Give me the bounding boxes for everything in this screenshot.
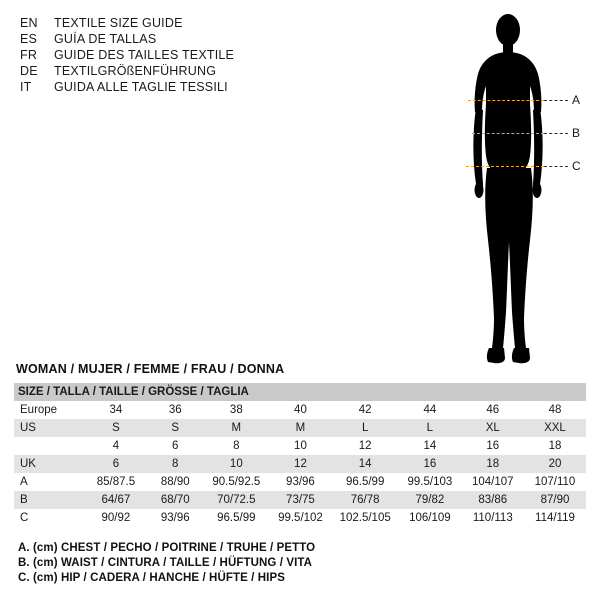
table-cell: XL [462, 419, 524, 437]
measure-label-c: C [572, 159, 581, 173]
table-row [14, 491, 586, 509]
table-cell: 38 [204, 401, 269, 419]
table-cell: 16 [398, 455, 462, 473]
table-cell: 68/70 [146, 491, 204, 509]
table-cell: 96.5/99 [204, 509, 269, 527]
table-cell: 12 [332, 437, 398, 455]
female-silhouette-icon [430, 8, 600, 368]
language-code: ES [20, 32, 38, 46]
table-row [14, 455, 586, 473]
table-cell: 93/96 [269, 473, 333, 491]
language-row-es [20, 32, 320, 46]
section-title: WOMAN / MUJER / FEMME / FRAU / DONNA [16, 362, 285, 376]
table-header-row [14, 383, 586, 401]
row-label: Europe [14, 401, 85, 419]
table-cell: 6 [85, 455, 146, 473]
table-cell: 10 [204, 455, 269, 473]
table-cell: 4 [85, 437, 146, 455]
table-cell: 16 [462, 437, 524, 455]
table-row [14, 509, 586, 527]
table-cell: 104/107 [462, 473, 524, 491]
row-label: B [14, 491, 85, 509]
table-row [14, 419, 586, 437]
table-cell: 87/90 [524, 491, 586, 509]
measure-line-c [466, 166, 544, 167]
table-cell: S [85, 419, 146, 437]
measure-leader-a [544, 100, 568, 101]
table-cell: 90/92 [85, 509, 146, 527]
language-text: GUIDA ALLE TAGLIE TESSILI [54, 80, 228, 94]
language-text: GUÍA DE TALLAS [54, 32, 157, 46]
body-figure [430, 8, 600, 368]
table-cell: 8 [204, 437, 269, 455]
table-header-label: SIZE / TALLA / TAILLE / GRÖSSE / TAGLIA [14, 383, 586, 401]
table-cell: 83/86 [462, 491, 524, 509]
row-label [14, 437, 85, 455]
note-chest: A. (cm) CHEST / PECHO / POITRINE / TRUHE / PETTO [18, 542, 316, 554]
table-cell: 99.5/103 [398, 473, 462, 491]
table-cell: 42 [332, 401, 398, 419]
size-table [14, 383, 586, 527]
table-cell: 106/109 [398, 509, 462, 527]
table-cell: M [269, 419, 333, 437]
language-code: DE [20, 64, 38, 78]
table-cell: 46 [462, 401, 524, 419]
table-cell: 93/96 [146, 509, 204, 527]
table-cell: XXL [524, 419, 586, 437]
table-cell: 76/78 [332, 491, 398, 509]
table-cell: 90.5/92.5 [204, 473, 269, 491]
table-cell: 20 [524, 455, 586, 473]
measure-leader-b [544, 133, 568, 134]
measure-line-b [472, 133, 544, 134]
measure-leader-c [544, 166, 568, 167]
measure-label-a: A [572, 93, 581, 107]
language-row-en [20, 16, 320, 30]
row-label: UK [14, 455, 85, 473]
language-text: TEXTILE SIZE GUIDE [54, 16, 183, 30]
row-label: US [14, 419, 85, 437]
language-row-de [20, 64, 320, 78]
table-cell: 48 [524, 401, 586, 419]
table-cell: 14 [398, 437, 462, 455]
table-cell: 18 [462, 455, 524, 473]
size-table-wrapper [14, 383, 586, 527]
row-label: C [14, 509, 85, 527]
note-waist: B. (cm) WAIST / CINTURA / TAILLE / HÜFTUNG / VITA [18, 557, 313, 569]
measure-label-b: B [572, 126, 581, 140]
table-cell: 40 [269, 401, 333, 419]
table-cell: 8 [146, 455, 204, 473]
language-code: FR [20, 48, 38, 62]
table-cell: 102.5/105 [332, 509, 398, 527]
table-cell: S [146, 419, 204, 437]
table-cell: 107/110 [524, 473, 586, 491]
table-cell: 114/119 [524, 509, 586, 527]
language-row-it [20, 80, 320, 94]
table-cell: M [204, 419, 269, 437]
table-cell: 44 [398, 401, 462, 419]
table-cell: 88/90 [146, 473, 204, 491]
table-cell: 18 [524, 437, 586, 455]
table-cell: 79/82 [398, 491, 462, 509]
language-code: EN [20, 16, 38, 30]
table-cell: 99.5/102 [269, 509, 333, 527]
table-row [14, 437, 586, 455]
table-cell: 14 [332, 455, 398, 473]
table-cell: 10 [269, 437, 333, 455]
language-text: TEXTILGRÖßENFÜHRUNG [54, 64, 217, 78]
table-row [14, 401, 586, 419]
table-cell: L [332, 419, 398, 437]
note-hip: C. (cm) HIP / CADERA / HANCHE / HÜFTE / HIPS [18, 572, 286, 584]
table-cell: 36 [146, 401, 204, 419]
row-label: A [14, 473, 85, 491]
table-cell: 34 [85, 401, 146, 419]
table-cell: L [398, 419, 462, 437]
table-cell: 110/113 [462, 509, 524, 527]
table-cell: 96.5/99 [332, 473, 398, 491]
language-code: IT [20, 80, 32, 94]
language-list [20, 16, 320, 96]
table-row [14, 473, 586, 491]
table-cell: 73/75 [269, 491, 333, 509]
language-text: GUIDE DES TAILLES TEXTILE [54, 48, 235, 62]
language-row-fr [20, 48, 320, 62]
table-cell: 64/67 [85, 491, 146, 509]
measure-line-a [468, 100, 544, 101]
table-cell: 12 [269, 455, 333, 473]
measurement-notes [18, 542, 578, 587]
table-cell: 6 [146, 437, 204, 455]
table-cell: 85/87.5 [85, 473, 146, 491]
table-cell: 70/72.5 [204, 491, 269, 509]
